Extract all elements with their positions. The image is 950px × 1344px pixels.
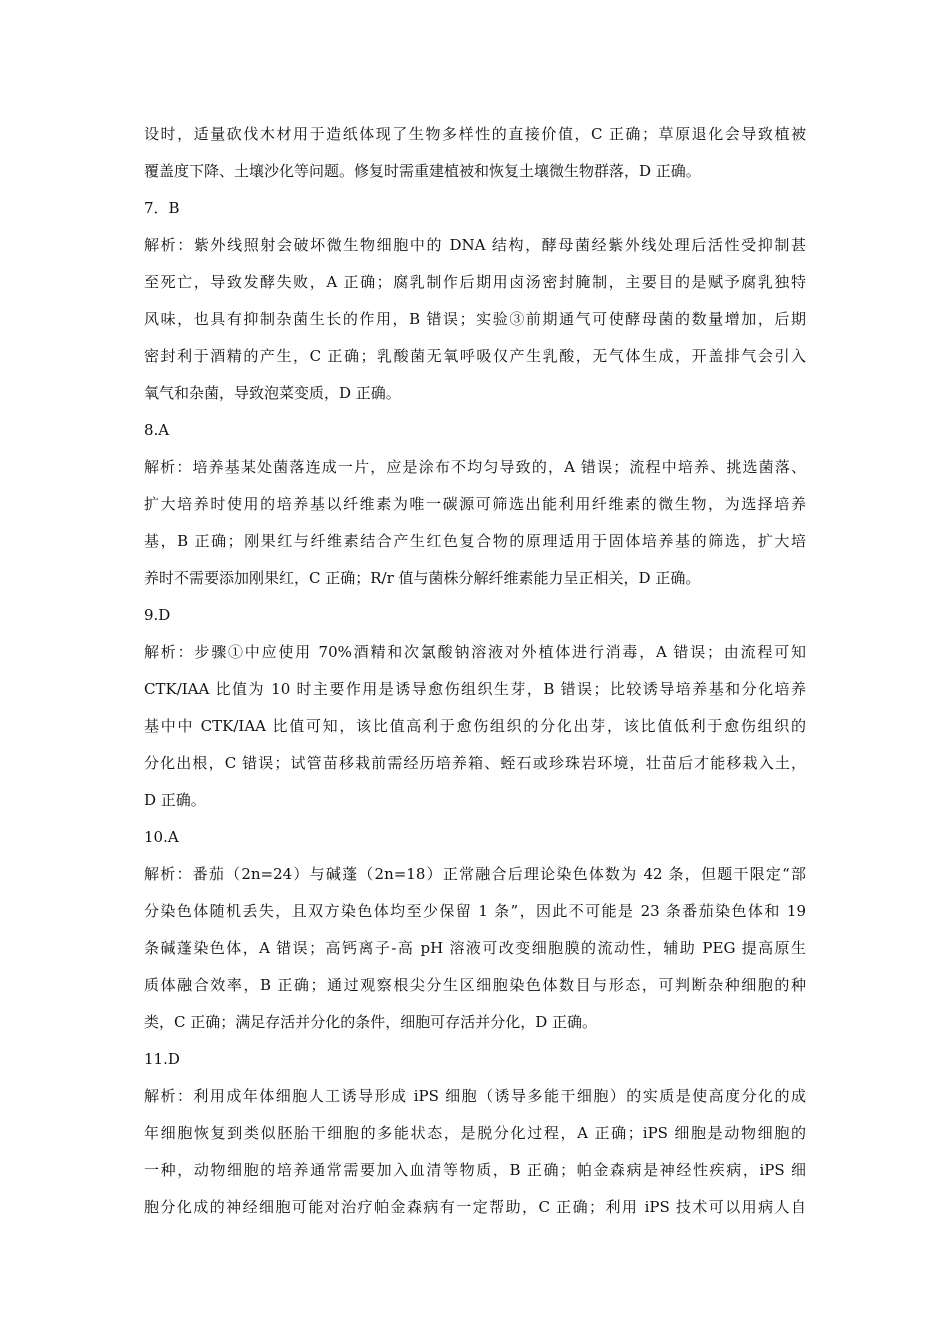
text-line: 一种，动物细胞的培养通常需要加入血清等物质，B 正确；帕金森病是神经性疾病，iPS 细: [144, 1161, 806, 1179]
text-line: 类，C 正确；满足存活并分化的条件，细胞可存活并分化，D 正确。: [144, 1013, 598, 1031]
text-line: 基，B 正确；刚果红与纤维素结合产生红色复合物的原理适用于固体培养基的筛选，扩大培: [144, 532, 806, 550]
text-line: 分染色体随机丢失，且双方染色体均至少保留 1 条”，因此不可能是 23 条番茄染色体和 19: [144, 902, 806, 920]
text-line: 扩大培养时使用的培养基以纤维素为唯一碳源可筛选出能利用纤维素的微生物，为选择培养: [144, 495, 806, 513]
answer-label: 8.A: [144, 421, 170, 439]
text-line: 氧气和杂菌，导致泡菜变质，D 正确。: [144, 384, 401, 402]
explanation-paragraph: [144, 449, 806, 597]
text-line: 年细胞恢复到类似胚胎干细胞的多能状态，是脱分化过程，A 正确；iPS 细胞是动物细胞的: [144, 1124, 806, 1142]
text-line: 解析：番茄（2n=24）与碱蓬（2n=18）正常融合后理论染色体数为 42 条，但题干限定“部: [144, 865, 806, 883]
text-line: CTK/IAA 比值为 10 时主要作用是诱导愈伤组织生芽，B 错误；比较诱导培养基和分化培养: [144, 680, 806, 698]
text-line: 基中中 CTK/IAA 比值可知，该比值高利于愈伤组织的分化出芽，该比值低利于愈伤组织的: [144, 717, 806, 735]
text-line: 质体融合效率，B 正确；通过观察根尖分生区细胞染色体数目与形态，可判断杂种细胞的种: [144, 976, 806, 994]
text-line: 设时，适量砍伐木材用于造纸体现了生物多样性的直接价值，C 正确；草原退化会导致植被: [144, 125, 806, 143]
text-line: 解析：紫外线照射会破坏微生物细胞中的 DNA 结构，酵母菌经紫外线处理后活性受抑制甚: [144, 236, 806, 254]
text-line: 分化出根，C 错误；试管苗移栽前需经历培养箱、蛭石或珍珠岩环境，壮苗后才能移栽入土，: [144, 754, 806, 772]
text-line: 胞分化成的神经细胞可能对治疗帕金森病有一定帮助，C 正确；利用 iPS 技术可以用病人自: [144, 1198, 806, 1216]
answer-label: 9.D: [144, 606, 171, 624]
answer-label: 10.A: [144, 828, 179, 846]
text-line: 覆盖度下降、土壤沙化等问题。修复时需重建植被和恢复土壤微生物群落，D 正确。: [144, 162, 701, 180]
explanation-paragraph: [144, 116, 806, 190]
answer-label: 11.D: [144, 1050, 180, 1068]
explanation-paragraph: [144, 856, 806, 1041]
explanation-paragraph: [144, 634, 806, 819]
text-line: 解析：步骤①中应使用 70%酒精和次氯酸钠溶液对外植体进行消毒，A 错误；由流程可知: [144, 643, 806, 661]
explanation-paragraph: [144, 227, 806, 412]
text-line: D 正确。: [144, 791, 206, 809]
text-line: 解析：利用成年体细胞人工诱导形成 iPS 细胞（诱导多能干细胞）的实质是使高度分化的成: [144, 1087, 806, 1105]
answer-label: 7．B: [144, 199, 180, 217]
text-line: 密封利于酒精的产生，C 正确；乳酸菌无氧呼吸仅产生乳酸，无气体生成，开盖排气会引入: [144, 347, 806, 365]
text-line: 风味，也具有抑制杂菌生长的作用，B 错误；实验③前期通气可使酵母菌的数量增加，后期: [144, 310, 806, 328]
text-line: 至死亡，导致发酵失败，A 正确；腐乳制作后期用卤汤密封腌制，主要目的是赋予腐乳独特: [144, 273, 806, 291]
text-line: 条碱蓬染色体，A 错误；高钙离子-高 pH 溶液可改变细胞膜的流动性，辅助 PEG 提高原生: [144, 939, 806, 957]
text-line: 养时不需要添加刚果红，C 正确；R/r 值与菌株分解纤维素能力呈正相关，D 正确。: [144, 569, 701, 587]
text-line: 解析：培养基某处菌落连成一片，应是涂布不均匀导致的，A 错误；流程中培养、挑选菌落、: [144, 458, 806, 476]
explanation-paragraph: [144, 1078, 806, 1226]
